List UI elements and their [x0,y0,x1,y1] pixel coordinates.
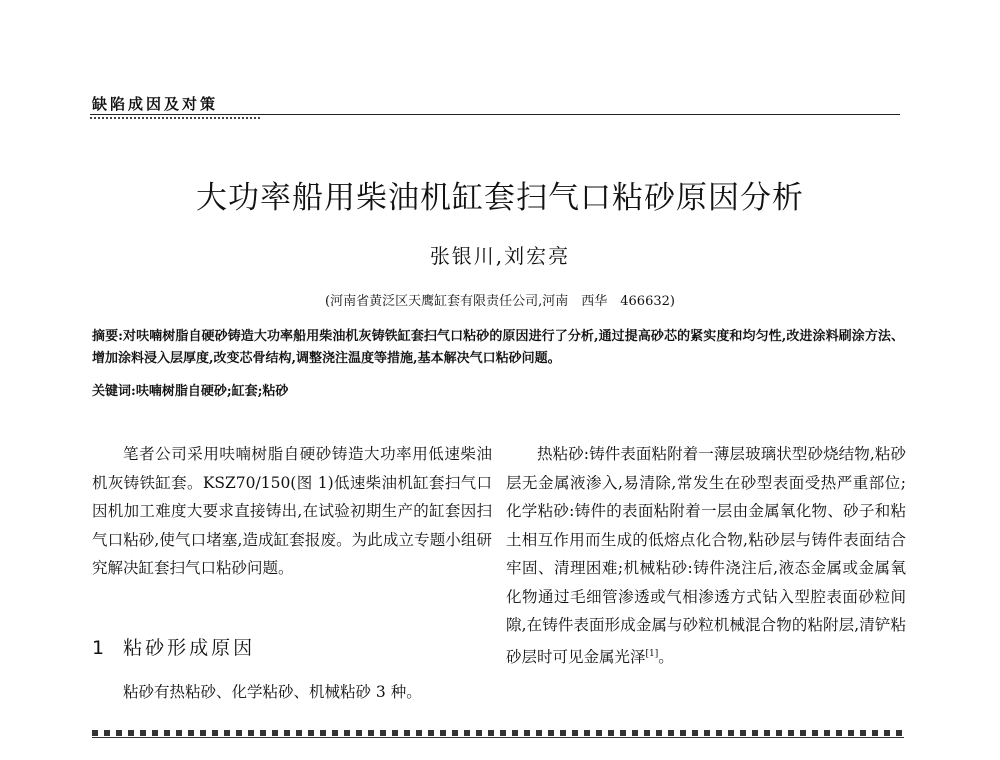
right-paragraph-end: 。 [658,647,674,666]
footer-rule [92,730,904,736]
keywords-text: 呋喃树脂自硬砂;缸套;粘砂 [135,384,289,399]
reference-mark[interactable]: [1] [645,648,659,659]
abstract [92,326,904,370]
section-heading [92,633,255,660]
left-column [92,440,492,583]
abstract-label: 摘要: [92,329,123,344]
article-authors: 张银川,刘宏亮 [429,244,571,268]
article-title: 大功率船用柴油机缸套扫气口粘砂原因分析 [196,180,804,216]
footer-rule-line [92,737,904,738]
right-column [506,440,906,671]
intro-paragraph: 笔者公司采用呋喃树脂自硬砂铸造大功率用低速柴油机灰铸铁缸套。KSZ70/150(图 1)低速柴油机缸套扫气口因机加工难度大要求直接铸出,在试验初期生产的缸套因扫气口粘砂,使气口堵塞,造成缸套报废。为此成立专题小组研究解决缸套扫气口粘砂问题。 [92,445,492,577]
article-affiliation: (河南省黄泛区天鹰缸套有限责任公司,河南 西华 466632) [325,294,675,309]
right-paragraph-text: 热粘砂:铸件表面粘附着一薄层玻璃状型砂烧结物,粘砂层无金属液渗入,易清除,常发生在砂型表面受热严重部位;化学粘砂:铸件的表面粘附着一层由金属氧化物、砂子和粘土相互作用而生成的低熔点化合物,粘砂层与铸件表面结合牢固、清理困难;机械粘砂:铸件浇注后,液态金属或金属氧化物通过毛细管渗透或气相渗透方式钻入型腔表面砂粒间隙,在铸件表面形成金属与砂粒机械混合物的粘附层,清铲粘砂层时可见金属光泽 [506,445,906,666]
section-paragraph: 粘砂有热粘砂、化学粘砂、机械粘砂 3 种。 [123,683,422,701]
right-paragraph [506,440,906,671]
section-title: 粘砂形成原因 [123,637,256,659]
header-rule-dots [90,117,260,119]
keywords [92,381,904,403]
abstract-text: 对呋喃树脂自硬砂铸造大功率船用柴油机灰铸铁缸套扫气口粘砂的原因进行了分析,通过提高砂芯的紧实度和均匀性,改进涂料刷涂方法、增加涂料浸入层厚度,改变芯骨结构,调整浇注温度等措施,基本解决气口粘砂问题。 [92,329,904,366]
section-tag: 缺陷成因及对策 [92,95,219,113]
section-number: 1 [92,637,108,659]
keywords-label: 关键词: [92,384,136,399]
header-rule [90,114,900,115]
